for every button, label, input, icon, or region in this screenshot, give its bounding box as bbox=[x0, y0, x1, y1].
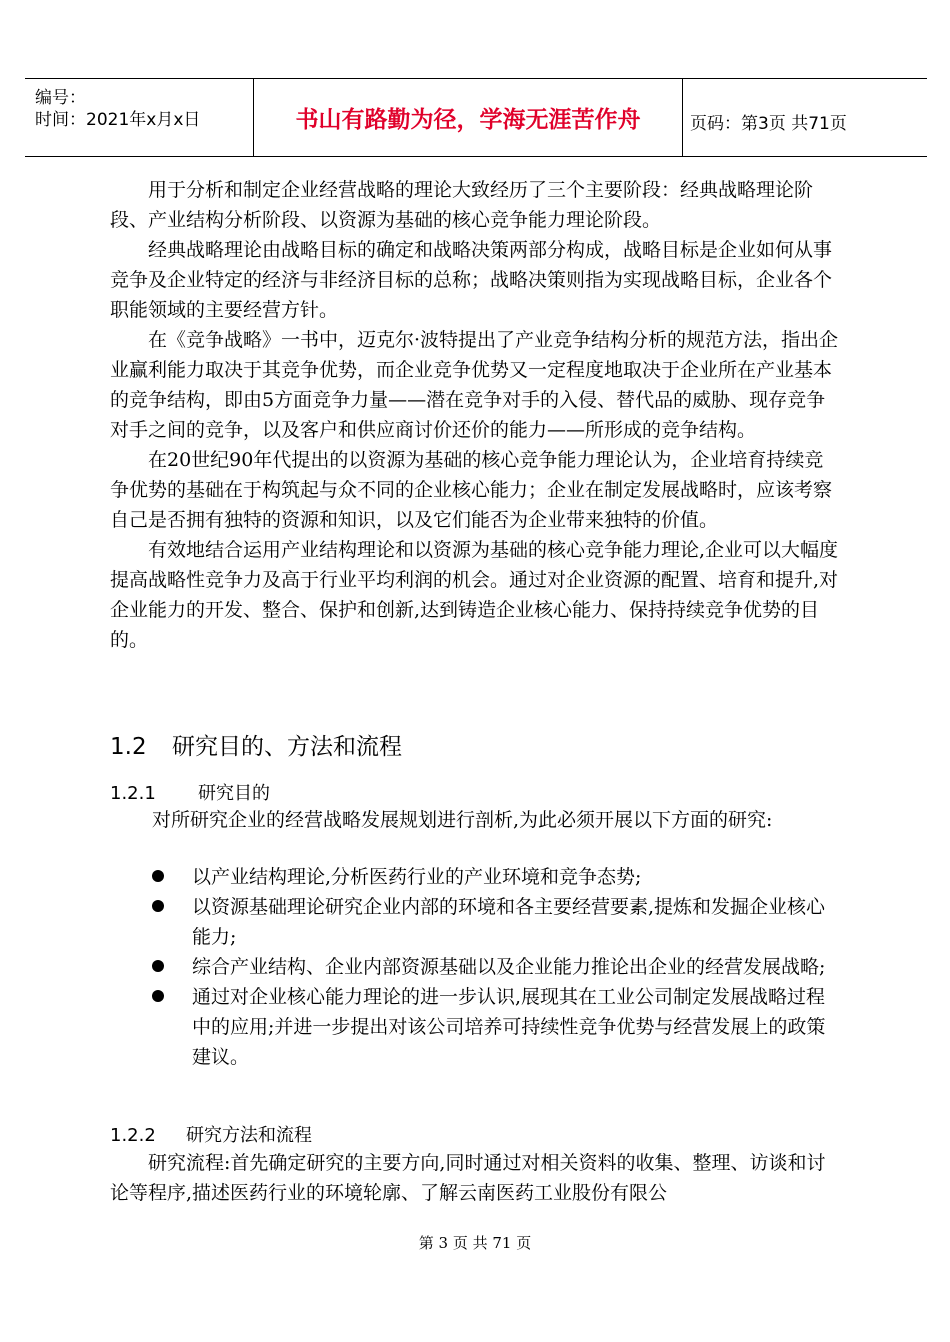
subsection-title: 研究方法和流程 bbox=[186, 1125, 312, 1146]
bullet-icon bbox=[152, 960, 164, 972]
list-item bbox=[152, 862, 842, 892]
subsection-heading-method bbox=[110, 1121, 312, 1147]
purpose-bullet-list bbox=[152, 862, 842, 1072]
doc-number-label: 编号： bbox=[35, 88, 86, 108]
list-item-text: 综合产业结构、企业内部资源基础以及企业能力推论出企业的经营发展战略; bbox=[192, 956, 826, 978]
purpose-lead-paragraph: 对所研究企业的经营战略发展规划进行剖析,为此必须开展以下方面的研究: bbox=[152, 809, 773, 831]
subsection-number: 1.2.2 bbox=[110, 1125, 156, 1146]
paragraph: 有效地结合运用产业结构理论和以资源为基础的核心竞争能力理论,企业可以大幅度提高战略性竞争力及高于行业平均利润的机会。通过对企业资源的配置、培育和提升,对企业能力的开发、整合、保护和创新,达到铸造企业核心能力、保持持续竞争优势的目的。 bbox=[110, 539, 839, 651]
bullet-icon bbox=[152, 870, 164, 882]
section-title: 研究目的、方法和流程 bbox=[172, 734, 402, 760]
subsection-number: 1.2.1 bbox=[110, 783, 156, 804]
list-item bbox=[152, 892, 842, 952]
header-page-info: 页码：第3页 共71页 bbox=[690, 114, 847, 134]
section-heading bbox=[110, 728, 402, 761]
list-item bbox=[152, 982, 842, 1072]
section-number: 1.2 bbox=[110, 734, 147, 760]
method-paragraph-text: 研究流程:首先确定研究的主要方向,同时通过对相关资料的收集、整理、访谈和讨论等程序,描述医药行业的环境轮廓、了解云南医药工业股份有限公 bbox=[110, 1152, 826, 1204]
header-motto: 书山有路勤为径，学海无涯苦作舟 bbox=[295, 107, 641, 133]
paragraph: 在20世纪90年代提出的以资源为基础的核心竞争能力理论认为，企业培育持续竞争优势的基础在于构筑起与众不同的企业核心能力；企业在制定发展战略时，应该考察自己是否拥有独特的资源和知识，以及它们能否为企业带来独特的价值。 bbox=[110, 449, 833, 531]
list-item bbox=[152, 952, 842, 982]
subsection-title: 研究目的 bbox=[198, 783, 270, 804]
list-item-text: 以产业结构理论,分析医药行业的产业环境和竞争态势; bbox=[192, 866, 642, 888]
list-item-text: 通过对企业核心能力理论的进一步认识,展现其在工业公司制定发展战略过程中的应用;并进一步提出对该公司培养可持续性竞争优势与经营发展上的政策建议。 bbox=[192, 986, 826, 1068]
method-paragraph bbox=[110, 1148, 842, 1208]
paragraph: 经典战略理论由战略目标的确定和战略决策两部分构成，战略目标是企业如何从事竞争及企业特定的经济与非经济目标的总称；战略决策则指为实现战略目标，企业各个职能领域的主要经营方针。 bbox=[110, 239, 833, 321]
paragraph: 在《竞争战略》一书中，迈克尔·波特提出了产业竞争结构分析的规范方法，指出企业赢利能力取决于其竞争优势，而企业竞争优势又一定程度地取决于企业所在产业基本的竞争结构，即由5方面竞争力量——潜在竞争对手的入侵、替代品的威胁、现存竞争对手之间的竞争，以及客户和供应商讨价还价的能力——所形成的竞争结构。 bbox=[110, 329, 839, 441]
header-meta-cell bbox=[25, 79, 253, 156]
subsection-heading-purpose bbox=[110, 779, 270, 805]
page-header bbox=[25, 78, 927, 157]
page-footer: 第 3 页 共 71 页 bbox=[418, 1234, 532, 1252]
header-motto-cell bbox=[253, 79, 683, 156]
doc-time-label: 时间：2021年x月x日 bbox=[35, 110, 201, 130]
header-page-cell bbox=[682, 79, 927, 156]
intro-section bbox=[110, 175, 842, 655]
list-item-text: 以资源基础理论研究企业内部的环境和各主要经营要素,提炼和发掘企业核心能力; bbox=[192, 896, 826, 948]
bullet-icon bbox=[152, 900, 164, 912]
paragraph: 用于分析和制定企业经营战略的理论大致经历了三个主要阶段：经典战略理论阶段、产业结构分析阶段、以资源为基础的核心竞争能力理论阶段。 bbox=[110, 179, 814, 231]
bullet-icon bbox=[152, 990, 164, 1002]
